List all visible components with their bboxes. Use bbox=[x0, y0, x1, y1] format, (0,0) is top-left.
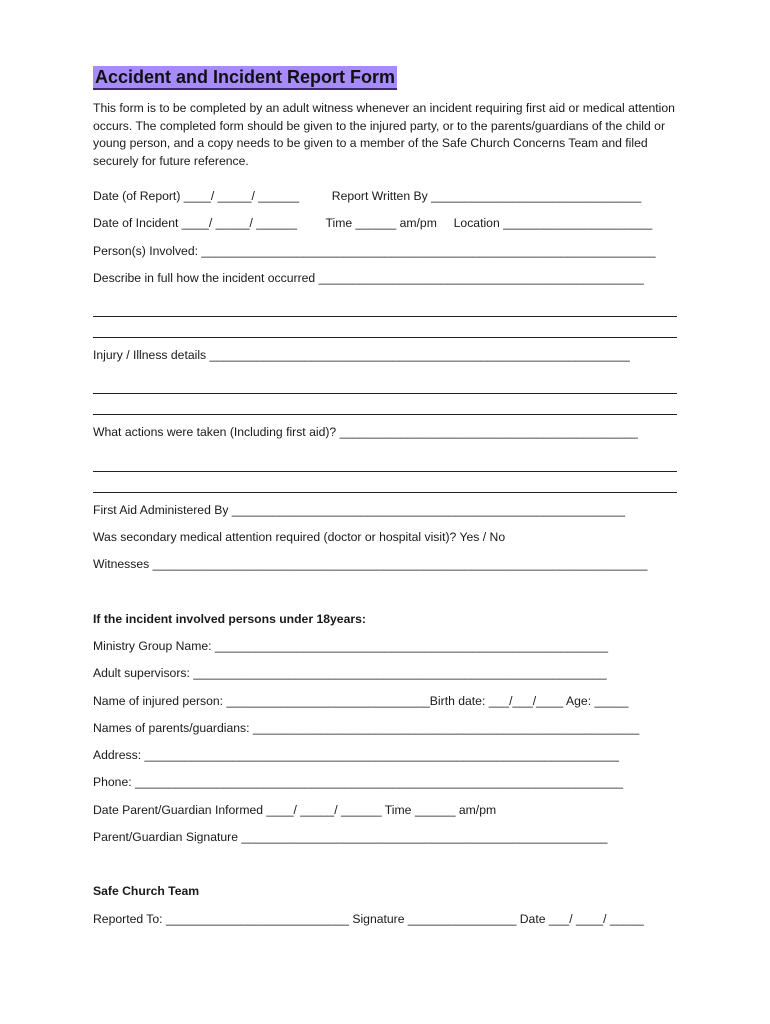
actions-blank-line-1[interactable] bbox=[93, 453, 677, 472]
injury-blank-line-1[interactable] bbox=[93, 375, 677, 394]
actions-blank-line-2[interactable] bbox=[93, 474, 677, 493]
parent-signature-field[interactable]: Parent/Guardian Signature ______________________________________________________ bbox=[93, 830, 608, 845]
parents-guardians-field[interactable]: Names of parents/guardians: _________________________________________________________ bbox=[93, 720, 640, 735]
injury-details-field[interactable]: Injury / Illness details ______________________________________________________________ bbox=[93, 348, 630, 363]
first-aid-by-field[interactable]: First Aid Administered By __________________________________________________________ bbox=[93, 502, 625, 517]
phone-field[interactable]: Phone: ________________________________________________________________________ bbox=[93, 775, 624, 790]
safe-church-heading: Safe Church Team bbox=[93, 884, 200, 899]
secondary-medical-field[interactable]: Was secondary medical attention required (doctor or hospital visit)? Yes / No bbox=[93, 530, 506, 545]
injury-extra-lines bbox=[93, 375, 677, 415]
form-content bbox=[93, 66, 677, 937]
describe-extra-lines bbox=[93, 298, 677, 338]
actions-extra-lines bbox=[93, 453, 677, 493]
describe-blank-line-2[interactable] bbox=[93, 319, 677, 338]
injured-person-field[interactable]: Name of injured person: ______________________________Birth date: ___/___/____ Age: _____ bbox=[93, 693, 629, 708]
date-of-report-field[interactable]: Date (of Report) ____/ _____/ ______ bbox=[93, 189, 299, 203]
ministry-group-field[interactable]: Ministry Group Name: __________________________________________________________ bbox=[93, 638, 609, 653]
location-field[interactable]: Location ______________________ bbox=[453, 216, 653, 231]
describe-blank-line-1[interactable] bbox=[93, 298, 677, 317]
address-field[interactable]: Address: ______________________________________________________________________ bbox=[93, 748, 619, 763]
time-field[interactable]: Time ______ am/pm bbox=[325, 216, 437, 231]
form-intro: This form is to be completed by an adult witness whenever an incident requiring first aid or medical attention occurs. The completed form should be given to the injured party, or to the parents/guardians of the child or young person, and a copy needs to be given to a member of the Safe Church Concerns Team and filed securely for future reference. bbox=[93, 101, 675, 168]
adult-supervisors-field[interactable]: Adult supervisors: _____________________________________________________________ bbox=[93, 666, 607, 681]
reported-to-field[interactable]: Reported To: ___________________________ Signature ________________ Date ___/ ____/ _____ bbox=[93, 911, 644, 926]
date-of-incident-field[interactable]: Date of Incident ____/ _____/ ______ bbox=[93, 216, 297, 231]
form-title: Accident and Incident Report Form bbox=[93, 66, 397, 90]
actions-taken-field[interactable]: What actions were taken (Including first aid)? ____________________________________________ bbox=[93, 425, 638, 440]
parent-informed-field[interactable]: Date Parent/Guardian Informed ____/ _____/ ______ Time ______ am/pm bbox=[93, 802, 497, 817]
injury-blank-line-2[interactable] bbox=[93, 396, 677, 415]
report-written-by-field[interactable]: Report Written By _______________________________ bbox=[331, 189, 642, 203]
incident-date-row bbox=[93, 214, 677, 241]
persons-involved-field[interactable]: Person(s) Involved: ___________________________________________________________________ bbox=[93, 243, 656, 258]
witnesses-field[interactable]: Witnesses _________________________________________________________________________ bbox=[93, 557, 648, 572]
under18-heading: If the incident involved persons under 18years: bbox=[93, 611, 366, 626]
report-date-row bbox=[93, 187, 677, 214]
describe-incident-field[interactable]: Describe in full how the incident occurred ________________________________________________ bbox=[93, 270, 644, 285]
